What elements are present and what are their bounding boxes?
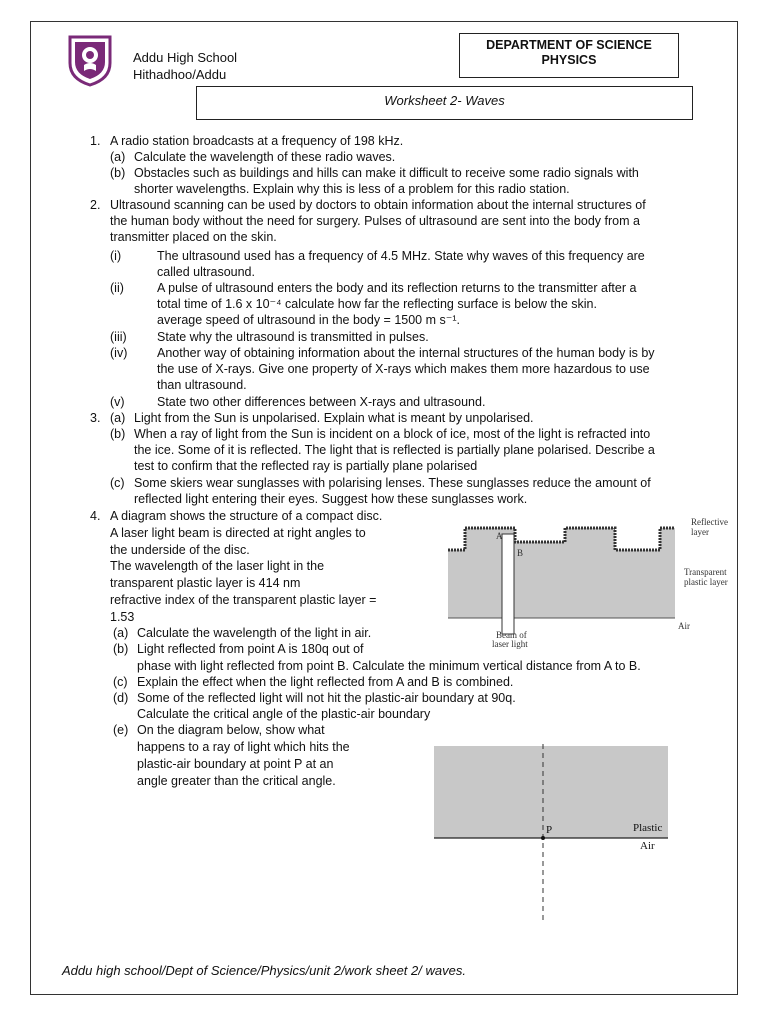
q2-stem-1: Ultrasound scanning can be used by doctors to obtain information about the internal structures of	[110, 198, 646, 212]
q3-b-text-1: When a ray of light from the Sun is incident on a block of ice, most of the light is refracted into	[134, 427, 651, 441]
q4-e-text-4: angle greater than the critical angle.	[137, 774, 336, 788]
q4-stem-2: A laser light beam is directed at right angles to	[110, 526, 366, 540]
q2-stem-2: the human body without the need for surgery. Pulses of ultrasound are sent into the body from a	[110, 214, 640, 228]
q2-iii-label: (iii)	[110, 330, 127, 344]
q2-v-label: (v)	[110, 395, 125, 409]
q2-v-text: State two other differences between X-rays and ultrasound.	[157, 395, 486, 409]
q4-stem-5: transparent plastic layer is 414 nm	[110, 576, 301, 590]
department-subject: PHYSICS	[541, 53, 597, 67]
q3-c-text-1: Some skiers wear sunglasses with polarising lenses. These sunglasses reduce the amount of	[134, 476, 651, 490]
label-p: P	[546, 824, 553, 836]
q3-a-label: (a)	[110, 411, 126, 425]
q3-b-text-2: the ice. Some of it is reflected. The light that is reflected is partially plane polarised. Describe a	[134, 443, 655, 457]
point-p-marker	[541, 836, 545, 840]
school-crest-icon	[62, 33, 118, 87]
q2-ii-text-3: average speed of ultrasound in the body = 1500 m s⁻¹.	[157, 313, 460, 327]
cd-label-transparent-2: plastic layer	[684, 577, 728, 587]
cd-label-a: A	[496, 531, 503, 541]
cd-label-beam-1: Beam of	[496, 630, 527, 640]
q3-c-text-2: reflected light entering their eyes. Suggest how these sunglasses work.	[134, 492, 528, 506]
q4-d-text-2: Calculate the critical angle of the plastic-air boundary	[137, 707, 431, 721]
q4-c-text: Explain the effect when the light reflected from A and B is combined.	[137, 675, 514, 689]
department-name: DEPARTMENT OF SCIENCE	[486, 38, 652, 52]
q1-number: 1.	[90, 134, 101, 148]
q2-ii-text-1: A pulse of ultrasound enters the body and its reflection returns to the transmitter after a	[157, 281, 637, 295]
q1-a-label: (a)	[110, 150, 126, 164]
q3-number: 3.	[90, 411, 101, 425]
label-plastic: Plastic	[633, 822, 663, 834]
q2-ii-text-2: total time of 1.6 x 10⁻⁴ calculate how far the reflecting surface is below the skin.	[157, 297, 597, 311]
q2-iv-text-3: than ultrasound.	[157, 378, 247, 392]
q2-iv-label: (iv)	[110, 346, 128, 360]
q2-stem-3: transmitter placed on the skin.	[110, 230, 277, 244]
q4-b-text-2: phase with light reflected from point B. Calculate the minimum vertical distance from A to B.	[137, 659, 641, 673]
q2-ii-label: (ii)	[110, 281, 124, 295]
q1-b-label: (b)	[110, 166, 126, 180]
department-box	[459, 33, 679, 78]
q2-number: 2.	[90, 198, 101, 212]
footer-text: Addu high school/Dept of Science/Physics/unit 2/work sheet 2/ waves.	[62, 963, 466, 978]
q4-d-label: (d)	[113, 691, 129, 705]
q3-a-text: Light from the Sun is unpolarised. Explain what is meant by unpolarised.	[134, 411, 534, 425]
q2-iv-text-2: the use of X-rays. Give one property of X-rays which makes them more hazardous to use	[157, 362, 650, 376]
q2-iv-text-1: Another way of obtaining information about the internal structures of the human body is by	[157, 346, 655, 360]
q3-c-label: (c)	[110, 476, 125, 490]
q1-b-text-1: Obstacles such as buildings and hills can make it difficult to receive some radio signals with	[134, 166, 639, 180]
label-air: Air	[640, 840, 655, 852]
q3-b-label: (b)	[110, 427, 126, 441]
worksheet-title: Worksheet 2- Waves	[196, 86, 693, 120]
q4-stem-1: A diagram shows the structure of a compact disc.	[110, 509, 383, 523]
boundary-diagram	[430, 742, 680, 922]
cd-label-reflective-2: layer	[691, 527, 709, 537]
q1-stem: A radio station broadcasts at a frequency of 198 kHz.	[110, 134, 404, 148]
q1-b-text-2: shorter wavelengths. Explain why this is less of a problem for this radio station.	[134, 182, 570, 196]
q4-stem-6: refractive index of the transparent plastic layer =	[110, 593, 377, 607]
q2-iii-text: State why the ultrasound is transmitted in pulses.	[157, 330, 429, 344]
q2-i-label: (i)	[110, 249, 122, 263]
cd-label-transparent-1: Transparent	[684, 567, 727, 577]
q4-stem-3: the underside of the disc.	[110, 543, 250, 557]
cd-label-b: B	[517, 548, 524, 558]
cd-label-air: Air	[678, 621, 690, 631]
q2-i-text-1: The ultrasound used has a frequency of 4.5 MHz. State why waves of this frequency are	[157, 249, 645, 263]
q4-e-label: (e)	[113, 723, 129, 737]
q4-a-text: Calculate the wavelength of the light in air.	[137, 626, 372, 640]
cd-plastic-layer	[448, 528, 675, 618]
q4-stem-7: 1.53	[110, 610, 135, 624]
q1-a-text: Calculate the wavelength of these radio waves.	[134, 150, 396, 164]
q4-b-label: (b)	[113, 642, 129, 656]
q4-e-text-3: plastic-air boundary at point P at an	[137, 757, 334, 771]
q2-i-text-2: called ultrasound.	[157, 265, 255, 279]
cd-label-beam-2: laser light	[492, 639, 528, 649]
school-location: Hithadhoo/Addu	[133, 67, 227, 82]
q4-e-text-2: happens to a ray of light which hits the	[137, 740, 350, 754]
school-name: Addu High School	[133, 50, 238, 65]
cd-label-reflective-1: Reflective	[691, 517, 728, 527]
q4-a-label: (a)	[113, 626, 129, 640]
cd-structure-diagram	[440, 512, 730, 652]
q4-stem-4: The wavelength of the laser light in the	[110, 559, 325, 573]
q4-c-label: (c)	[113, 675, 128, 689]
q4-e-text-1: On the diagram below, show what	[137, 723, 325, 737]
q4-d-text-1: Some of the reflected light will not hit the plastic-air boundary at 90q.	[137, 691, 516, 705]
laser-beam	[502, 534, 514, 634]
q4-number: 4.	[90, 509, 101, 523]
q4-b-text-1: Light reflected from point A is 180q out of	[137, 642, 364, 656]
q3-b-text-3: test to confirm that the reflected ray is partially plane polarised	[134, 459, 478, 473]
